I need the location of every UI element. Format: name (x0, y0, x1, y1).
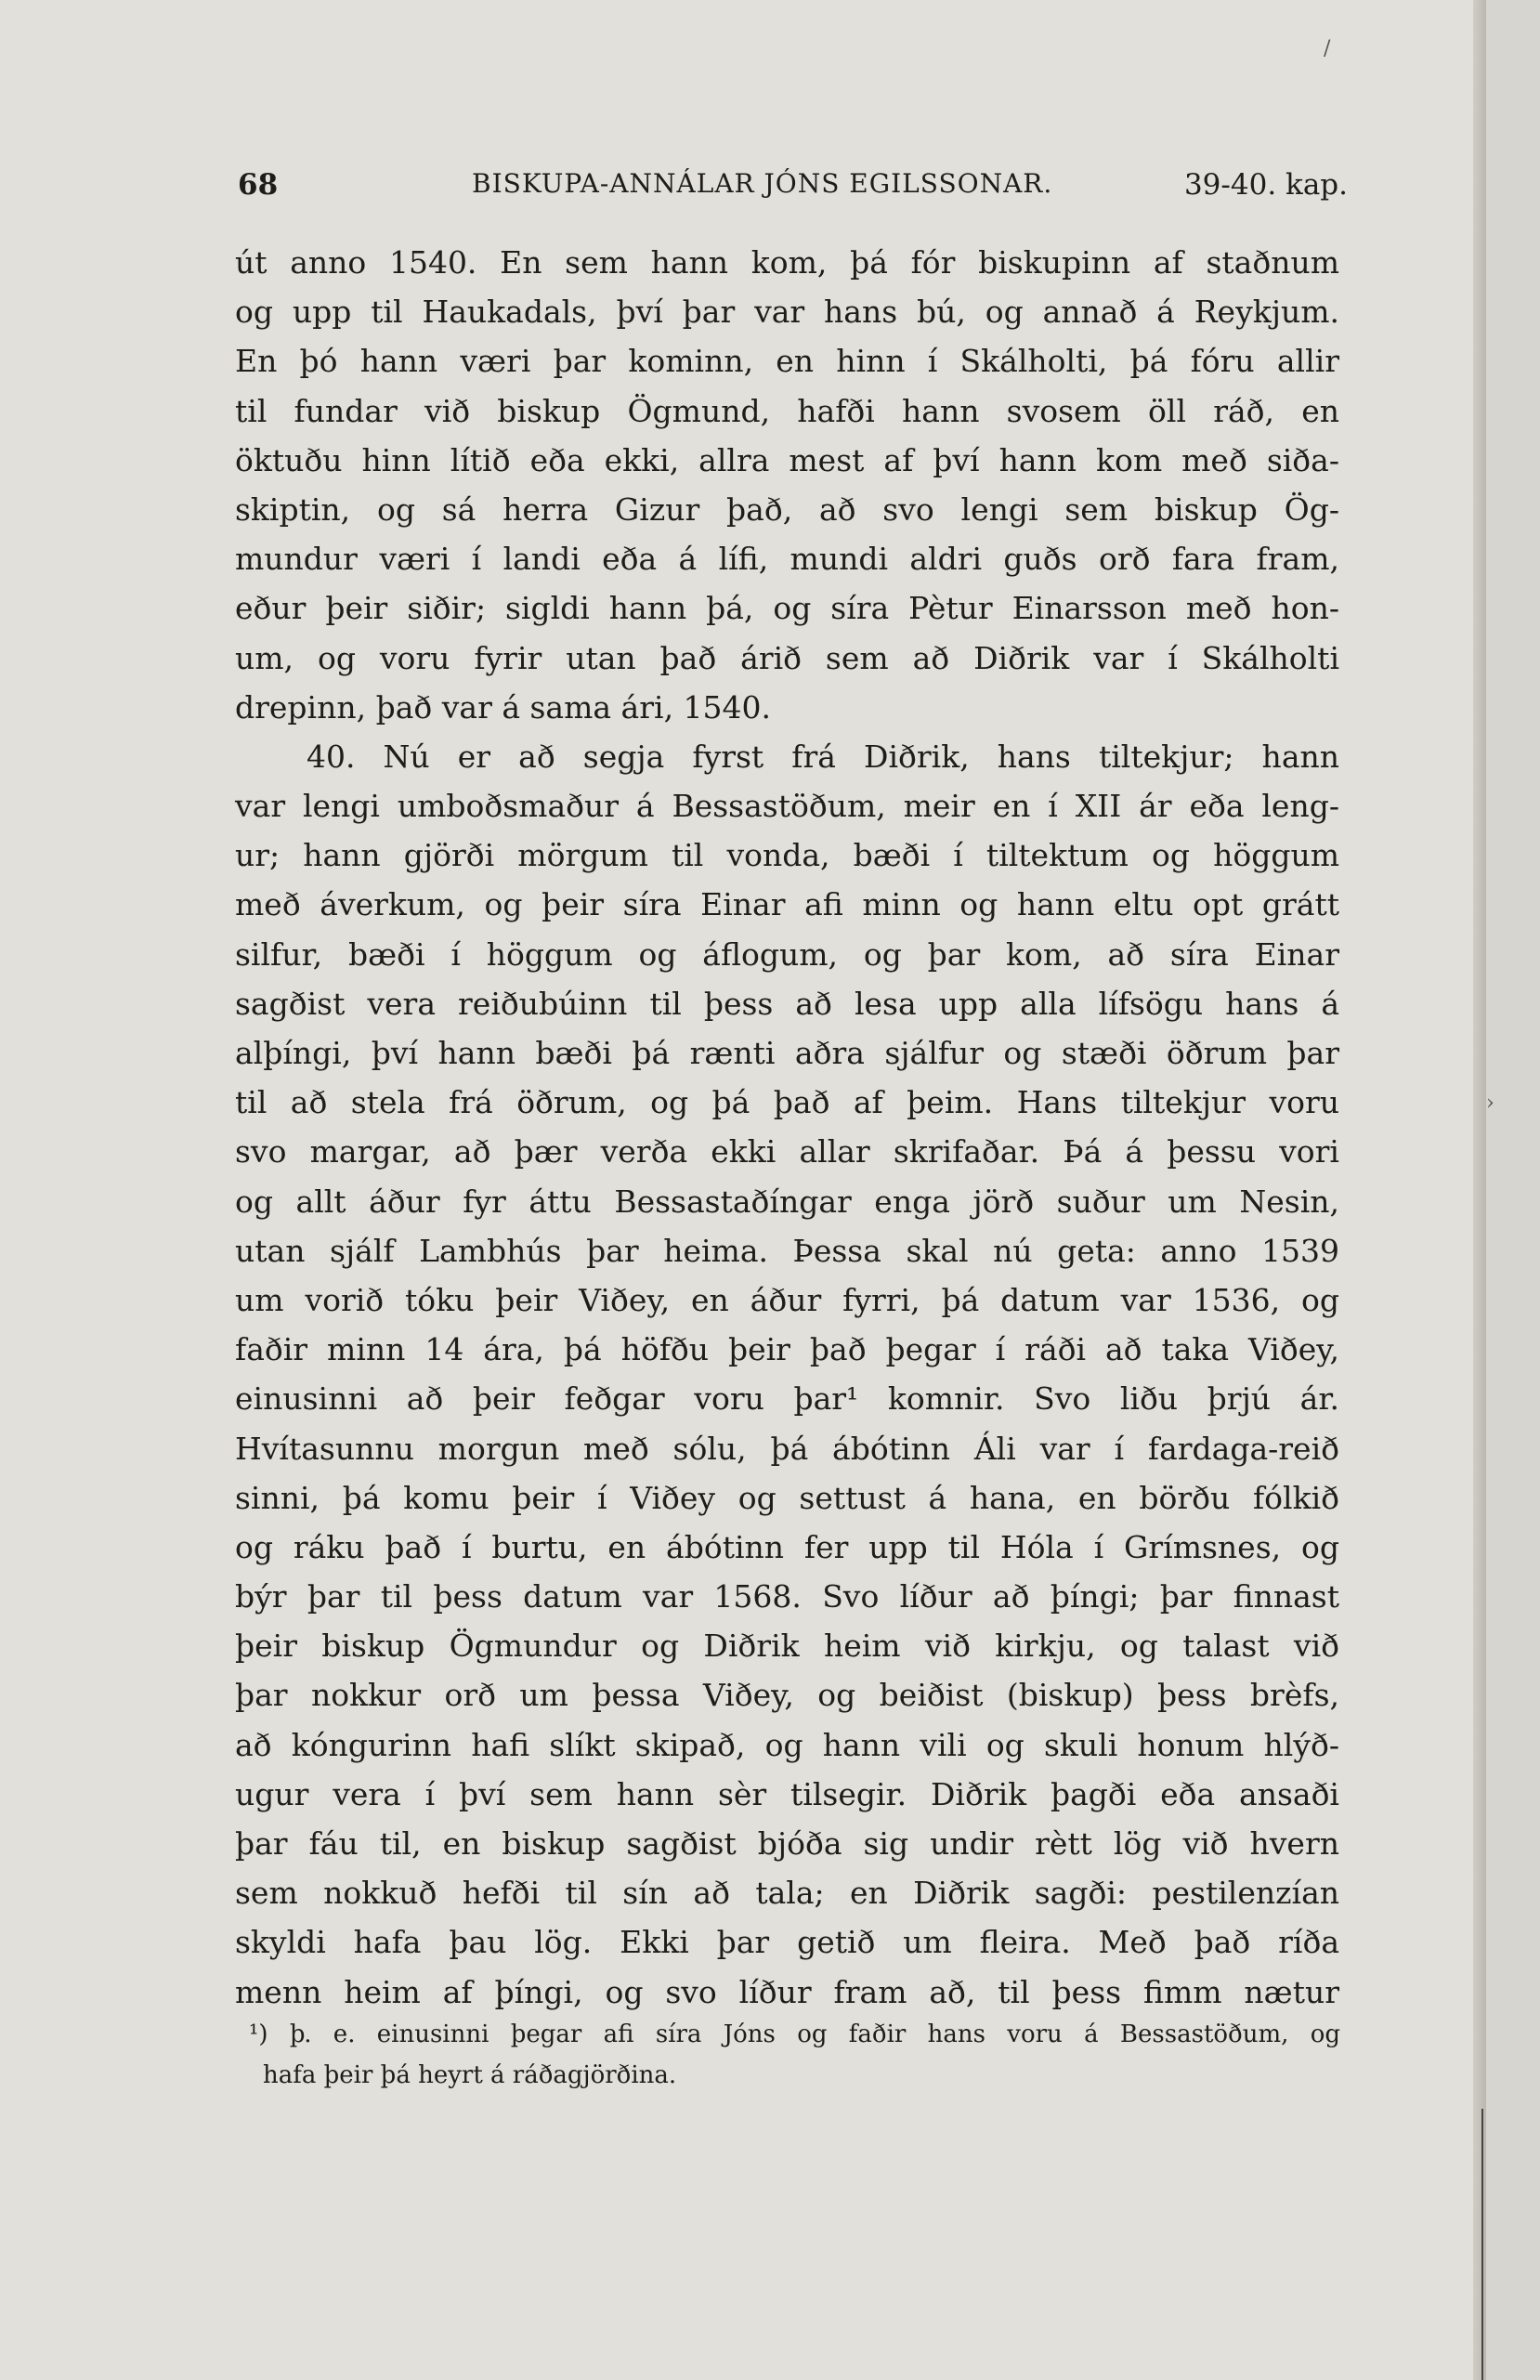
text-line: öktuðu hinn lítið eða ekki, allra mest af því hann kom með siða- (235, 441, 1339, 478)
speck-mark: / (1324, 37, 1331, 60)
text-line: silfur, bæði í höggum og áflogum, og þar kom, að síra Einar (235, 935, 1339, 973)
text-line: ur; hann gjörði mörgum til vonda, bæði í tiltektum og höggum (235, 837, 1339, 874)
text-line: út anno 1540. En sem hann kom, þá fór biskupinn af staðnum (235, 244, 1339, 281)
footnote-line: ¹) þ. e. einusinni þegar afi síra Jóns og faðir hans voru á Bessastöðum, og (249, 2020, 1340, 2048)
running-header (238, 168, 1348, 209)
text-line: og ráku það í burtu, en ábótinn fer upp til Hóla í Grímsnes, og (235, 1528, 1339, 1565)
text-line: faðir minn 14 ára, þá höfðu þeir það þegar í ráði að taka Viðey, (235, 1331, 1339, 1368)
text-line: sagðist vera reiðubúinn til þess að lesa upp alla lífsögu hans á (235, 985, 1339, 1022)
text-line: eður þeir siðir; sigldi hann þá, og síra Pètur Einarsson með hon- (235, 590, 1339, 627)
text-line: var lengi umboðsmaður á Bessastöðum, meir en í XII ár eða leng- (235, 788, 1339, 825)
text-line: með áverkum, og þeir síra Einar afi minn og hann eltu opt grátt (235, 886, 1339, 923)
text-line: að kóngurinn hafi slíkt skipað, og hann vili og skuli honum hlýð- (235, 1726, 1339, 1763)
text-line: til að stela frá öðrum, og þá það af þeim. Hans tiltekjur voru (235, 1084, 1339, 1121)
text-line: utan sjálf Lambhús þar heima. Þessa skal nú geta: anno 1539 (235, 1232, 1339, 1269)
text-line: ugur vera í því sem hann sèr tilsegir. Diðrik þagði eða ansaði (235, 1775, 1339, 1812)
chapter-reference: 39-40. kap. (1183, 168, 1348, 202)
text-line: skiptin, og sá herra Gizur það, að svo lengi sem biskup Ög- (235, 490, 1339, 528)
page-number: 68 (238, 168, 279, 202)
text-line: þeir biskup Ögmundur og Diðrik heim við kirkju, og talast við (235, 1628, 1339, 1665)
text-line: sinni, þá komu þeir í Viðey og settust á hana, en börðu fólkið (235, 1479, 1339, 1516)
text-line: og allt áður fyr áttu Bessastaðíngar enga jörð suður um Nesin, (235, 1183, 1339, 1220)
text-line: þar fáu til, en biskup sagðist bjóða sig undir rètt lög við hvern (235, 1825, 1339, 1862)
text-line: sem nokkuð hefði til sín að tala; en Diðrik sagði: pestilenzían (235, 1875, 1339, 1912)
body-text (235, 238, 1339, 2017)
running-title: BISKUPA-ANNÁLAR JÓNS EGILSSONAR. (472, 168, 1053, 199)
text-line: alþíngi, því hann bæði þá rænti aðra sjálfur og stæði öðrum þar (235, 1035, 1339, 1071)
text-line: mundur væri í landi eða á lífi, mundi aldri guðs orð fara fram, (235, 541, 1339, 578)
section-start-line: 40. Nú er að segja fyrst frá Diðrik, hans tiltekjur; hann (307, 738, 1339, 775)
text-line: svo margar, að þær verða ekki allar skrifaðar. Þá á þessu vori (235, 1133, 1339, 1170)
text-line: einusinni að þeir feðgar voru þar¹ komnir. Svo liðu þrjú ár. (235, 1380, 1339, 1418)
text-line: til fundar við biskup Ögmund, hafði hann svosem öll ráð, en (235, 392, 1339, 429)
text-line: En þó hann væri þar kominn, en hinn í Skálholti, þá fóru allir (235, 343, 1339, 380)
text-line: og upp til Haukadals, því þar var hans bú, og annað á Reykjum. (235, 294, 1339, 331)
margin-mark: › (1486, 1092, 1494, 1115)
text-line: menn heim af þíngi, og svo líður fram að, til þess fimm nætur (235, 1973, 1339, 2010)
text-line: býr þar til þess datum var 1568. Svo líður að þíngi; þar finnast (235, 1578, 1339, 1615)
text-line: Hvítasunnu morgun með sólu, þá ábótinn Áli var í fardaga-reið (235, 1430, 1339, 1467)
gutter-shadow (1473, 0, 1486, 2380)
text-line: drepinn, það var á sama ári, 1540. (235, 688, 772, 726)
text-line: um vorið tóku þeir Viðey, en áður fyrri, þá datum var 1536, og (235, 1281, 1339, 1318)
text-line: þar nokkur orð um þessa Viðey, og beiðist (biskup) þess brèfs, (235, 1677, 1339, 1714)
fold-line (1481, 2109, 1483, 2380)
text-line: skyldi hafa þau lög. Ekki þar getið um fleira. Með það ríða (235, 1924, 1339, 1961)
text-line: um, og voru fyrir utan það árið sem að Diðrik var í Skálholti (235, 639, 1339, 676)
footnote (249, 2014, 1340, 2096)
footnote-line: hafa þeir þá heyrt á ráðagjörðina. (263, 2061, 677, 2089)
